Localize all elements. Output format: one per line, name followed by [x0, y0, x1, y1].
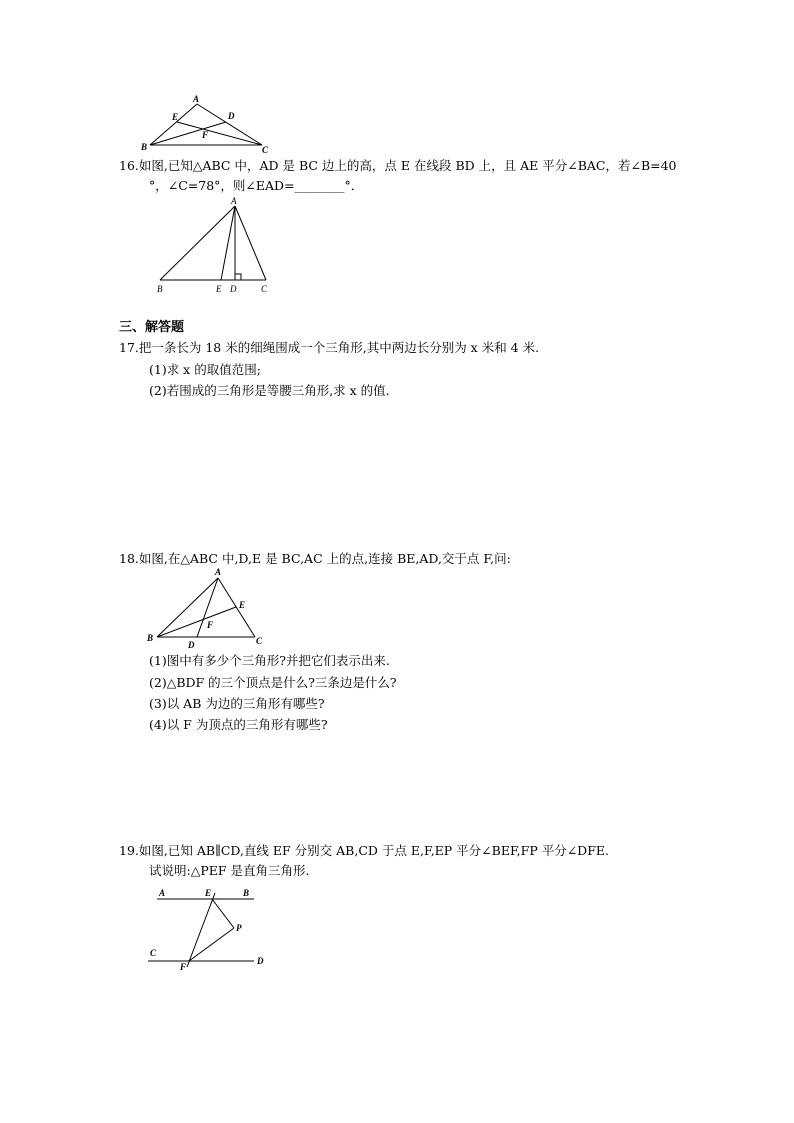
q18-part1: (1)图中有多少个三角形?并把它们表示出来. — [149, 653, 390, 668]
label-A: A — [231, 196, 237, 206]
label-B: B — [243, 888, 250, 898]
line-ef — [187, 893, 215, 967]
label-A: A — [159, 888, 166, 898]
section-heading: 三、解答题 — [119, 320, 185, 335]
q19-line2: 试说明:△PEF 是直角三角形. — [149, 863, 310, 878]
label-E: E — [172, 112, 179, 122]
label-D: D — [228, 111, 235, 121]
label-C: C — [262, 145, 269, 155]
q17-part1: (1)求 x 的取值范围; — [149, 362, 261, 377]
q18-part3: (3)以 AB 为边的三角形有哪些? — [149, 696, 325, 711]
label-D: D — [257, 956, 264, 966]
label-F: F — [180, 962, 187, 972]
label-C: C — [150, 948, 157, 958]
label-B: B — [147, 633, 154, 643]
q16-line2: °，∠C=78°，则∠EAD=________°． — [149, 178, 364, 193]
label-B: B — [157, 284, 163, 294]
label-C: C — [256, 636, 263, 646]
label-E: E — [216, 284, 222, 294]
label-D: D — [230, 284, 237, 294]
q19-line1: 19.如图,已知 AB∥CD,直线 EF 分别交 AB,CD 于点 E,F,EP 平分∠BEF,FP 平分∠DFE. — [119, 843, 609, 858]
label-A: A — [193, 94, 200, 104]
label-B: B — [141, 142, 148, 152]
q18-part4: (4)以 F 为顶点的三角形有哪些? — [149, 717, 328, 732]
seg-ep — [212, 899, 234, 928]
q17-part2: (2)若围成的三角形是等腰三角形,求 x 的值. — [149, 383, 390, 398]
label-F: F — [207, 620, 214, 630]
label-A: A — [215, 567, 222, 577]
label-P: P — [236, 923, 242, 933]
q18-part2: (2)△BDF 的三个顶点是什么?三条边是什么? — [149, 675, 397, 690]
label-D: D — [188, 640, 195, 650]
label-C: C — [261, 284, 268, 294]
q17-line1: 17.把一条长为 18 米的细绳围成一个三角形,其中两边长分别为 x 米和 4 米. — [119, 340, 540, 355]
q16-line1: 16.如图,已知△ABC 中，AD 是 BC 边上的高，点 E 在线段 BD 上，且 AE 平分∠BAC，若∠B=40 — [119, 158, 677, 173]
label-F: F — [202, 130, 209, 140]
q18-line1: 18.如图,在△ABC 中,D,E 是 BC,AC 上的点,连接 BE,AD,交于点 F,问: — [119, 551, 511, 566]
label-E: E — [239, 600, 246, 610]
label-E: E — [205, 888, 212, 898]
